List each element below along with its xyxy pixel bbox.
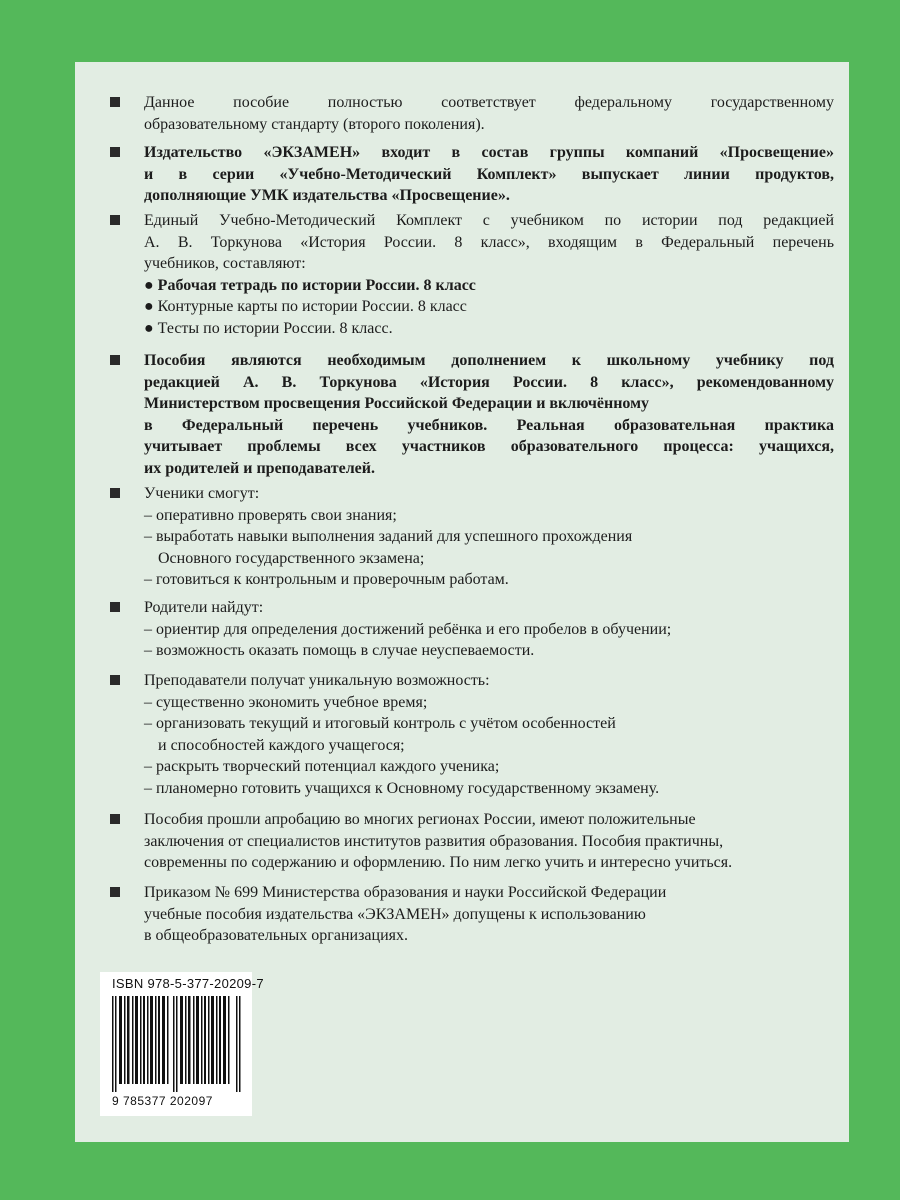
umk-item: ● Тесты по истории России. 8 класс. [144,319,393,337]
text-line: Родители найдут: [144,599,264,616]
text-line: Данное пособие полностью соответствует федеральному государственному [144,94,834,111]
text-line: Приказом № 699 Министерства образования и науки Российской Федерации [144,884,667,901]
list-item: – организовать текущий и итоговый контроль с учётом особенностей [144,715,616,732]
text-line: Преподаватели получат уникальную возможность: [144,672,490,689]
bullet-square [110,602,120,612]
text-line: учитывает проблемы всех участников образовательного процесса: учащихся, [144,438,834,455]
list-item: – раскрыть творческий потенциал каждого ученика; [144,758,500,775]
text-line: Пособия являются необходимым дополнением к школьному учебнику под [144,352,834,369]
paragraph-supplement [144,350,834,479]
text-line: дополняющие УМК издательства «Просвещение». [144,187,510,204]
text-line: их родителей и преподавателей. [144,459,375,477]
text-line: учебные пособия издательства «ЭКЗАМЕН» допущены к использованию [144,905,646,923]
text-line: современны по содержанию и оформлению. По ним легко учить и интересно учиться. [144,854,733,871]
bullet-square [110,355,120,365]
bullet-square [110,814,120,824]
isbn-label: ISBN 978-5-377-20209-7 [112,976,264,991]
paragraph-teachers [144,670,834,799]
list-item: – выработать навыки выполнения заданий для успешного прохождения [144,528,633,545]
text-line: Ученики смогут: [144,485,260,502]
list-item: – существенно экономить учебное время; [144,693,428,711]
text-line: Издательство «ЭКЗАМЕН» входит в состав группы компаний «Просвещение» [144,144,834,161]
text-line: А. В. Торкунова «История России. 8 класс», входящим в Федеральный перечень [144,233,834,251]
paragraph-parents [144,597,834,662]
paragraph-approbation [144,809,834,874]
text-line: учебников, составляют: [144,255,306,272]
list-item: – ориентир для определения достижений ребёнка и его пробелов в обучении; [144,620,672,638]
umk-item: ● Рабочая тетрадь по истории России. 8 класс [144,276,476,294]
paragraph-umk [144,210,834,339]
barcode [112,996,242,1092]
list-item: – планомерно готовить учащихся к Основному государственному экзамену. [144,779,660,797]
text-line: образовательному стандарту (второго поколения). [144,115,485,133]
text-line: редакцией А. В. Торкунова «История России. 8 класс», рекомендованному [144,373,834,391]
bullet-square [110,97,120,107]
text-line: заключения от специалистов институтов развития образования. Пособия практичны, [144,832,724,850]
paragraph-students [144,483,834,591]
text-line: Пособия прошли апробацию во многих регионах России, имеют положительные [144,811,696,828]
bullet-square [110,488,120,498]
bullet-square [110,887,120,897]
list-item: – возможность оказать помощь в случае неуспеваемости. [144,642,535,659]
list-item: – готовиться к контрольным и проверочным работам. [144,571,509,588]
text-line: Министерством просвещения Российской Федерации и включённому [144,395,650,412]
text-line: в общеобразовательных организациях. [144,927,408,944]
bullet-square [110,215,120,225]
list-item-continuation: и способностей каждого учащегося; [158,736,405,754]
text-line: и в серии «Учебно-Методический Комплект» выпускает линии продуктов, [144,165,834,183]
paragraph-order [144,882,834,947]
umk-item: ● Контурные карты по истории России. 8 класс [144,298,467,315]
list-item: – оперативно проверять свои знания; [144,506,397,524]
paragraph-standard [144,92,834,135]
text-line: в Федеральный перечень учебников. Реальная образовательная практика [144,416,834,434]
bullet-square [110,147,120,157]
paragraph-publisher [144,142,834,207]
bullet-square [110,675,120,685]
list-item-continuation: Основного государственного экзамена; [158,549,425,567]
text-line: Единый Учебно-Методический Комплект с учебником по истории под редакцией [144,212,834,229]
barcode-number: 9 785377 202097 [112,1094,213,1108]
